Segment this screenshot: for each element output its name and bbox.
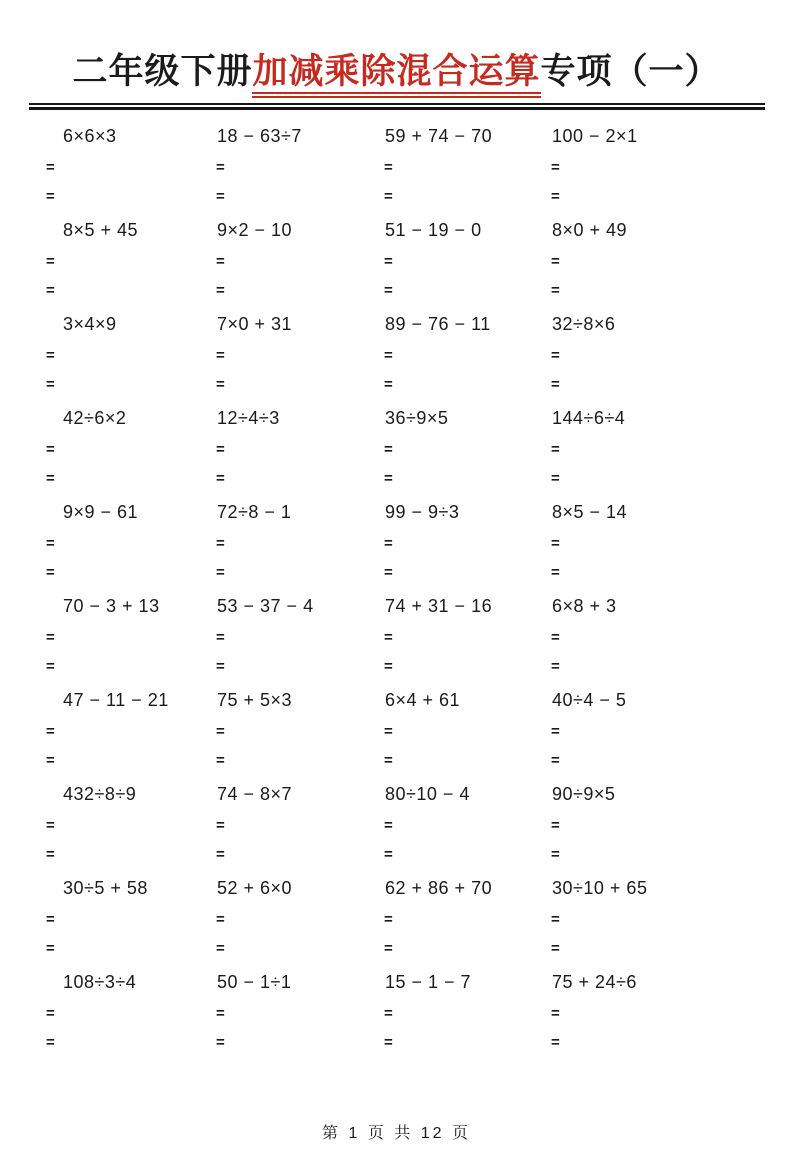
problem-expression: 6×8 + 3 xyxy=(552,596,617,616)
equals-line: = xyxy=(384,564,393,581)
equals-line: = xyxy=(46,817,55,834)
equals-line: = xyxy=(551,347,560,364)
page-title xyxy=(8,44,785,94)
problem-cell xyxy=(549,214,766,308)
equals-line: = xyxy=(551,940,560,957)
problem-cell xyxy=(214,872,382,966)
problem-expression: 6×4 + 61 xyxy=(385,690,461,710)
equals-line: = xyxy=(216,752,225,769)
equals-line: = xyxy=(216,535,225,552)
problem-cell xyxy=(382,872,549,966)
problem-expression: 75 + 5×3 xyxy=(217,690,293,710)
equals-line: = xyxy=(551,376,560,393)
problem-cell xyxy=(44,308,214,402)
problem-expression: 18 − 63÷7 xyxy=(217,126,302,146)
equals-line: = xyxy=(46,282,55,299)
equals-line: = xyxy=(46,940,55,957)
problem-expression: 144÷6÷4 xyxy=(552,408,626,428)
equals-line: = xyxy=(384,282,393,299)
page-footer: 第 1 页 共 12 页 xyxy=(322,1125,471,1142)
equals-line: = xyxy=(551,188,560,205)
equals-line: = xyxy=(216,376,225,393)
equals-line: = xyxy=(216,159,225,176)
equals-line: = xyxy=(551,159,560,176)
problem-expression: 15 − 1 − 7 xyxy=(385,972,472,992)
equals-line: = xyxy=(46,723,55,740)
equals-line: = xyxy=(551,817,560,834)
problem-expression: 30÷10 + 65 xyxy=(552,878,648,898)
equals-line: = xyxy=(384,911,393,928)
equals-line: = xyxy=(384,441,393,458)
problem-expression: 62 + 86 + 70 xyxy=(385,878,493,898)
problem-cell xyxy=(549,872,766,966)
equals-line: = xyxy=(46,752,55,769)
equals-line: = xyxy=(216,629,225,646)
equals-line: = xyxy=(551,535,560,552)
problem-expression: 51 − 19 − 0 xyxy=(385,220,482,240)
problem-expression: 36÷9×5 xyxy=(385,408,449,428)
divider-line-thin xyxy=(29,103,765,105)
problem-expression: 8×5 + 45 xyxy=(63,220,139,240)
equals-line: = xyxy=(384,752,393,769)
problem-expression: 32÷8×6 xyxy=(552,314,616,334)
problem-cell xyxy=(214,120,382,214)
problem-expression: 42÷6×2 xyxy=(63,408,127,428)
problem-cell xyxy=(382,214,549,308)
equals-line: = xyxy=(216,441,225,458)
problem-cell xyxy=(214,214,382,308)
equals-line: = xyxy=(46,470,55,487)
problem-expression: 72÷8 − 1 xyxy=(217,502,292,522)
problem-cell xyxy=(549,496,766,590)
equals-line: = xyxy=(384,723,393,740)
problem-cell xyxy=(214,590,382,684)
problems-grid xyxy=(44,120,793,1060)
problem-cell xyxy=(44,590,214,684)
problem-cell xyxy=(44,778,214,872)
equals-line: = xyxy=(46,1034,55,1051)
problem-expression: 8×0 + 49 xyxy=(552,220,628,240)
problem-cell xyxy=(214,966,382,1060)
problem-expression: 30÷5 + 58 xyxy=(63,878,148,898)
equals-line: = xyxy=(551,723,560,740)
equals-line: = xyxy=(46,1005,55,1022)
equals-line: = xyxy=(216,846,225,863)
equals-line: = xyxy=(384,629,393,646)
problem-cell xyxy=(382,966,549,1060)
problem-expression: 100 − 2×1 xyxy=(552,126,638,146)
equals-line: = xyxy=(46,253,55,270)
equals-line: = xyxy=(216,940,225,957)
equals-line: = xyxy=(216,470,225,487)
problem-expression: 59 + 74 − 70 xyxy=(385,126,493,146)
equals-line: = xyxy=(551,1034,560,1051)
equals-line: = xyxy=(216,188,225,205)
problem-cell xyxy=(44,684,214,778)
equals-line: = xyxy=(551,282,560,299)
problem-expression: 75 + 24÷6 xyxy=(552,972,637,992)
equals-line: = xyxy=(384,1034,393,1051)
equals-line: = xyxy=(384,817,393,834)
problem-cell xyxy=(214,684,382,778)
equals-line: = xyxy=(551,441,560,458)
equals-line: = xyxy=(46,846,55,863)
problem-expression: 108÷3÷4 xyxy=(63,972,137,992)
problem-expression: 6×6×3 xyxy=(63,126,117,146)
problem-expression: 9×9 − 61 xyxy=(63,502,139,522)
title-suffix: 专项（一） xyxy=(540,52,721,91)
problem-expression: 74 − 8×7 xyxy=(217,784,293,804)
problem-expression: 12÷4÷3 xyxy=(217,408,280,428)
equals-line: = xyxy=(46,159,55,176)
problem-cell xyxy=(382,778,549,872)
problem-cell xyxy=(382,684,549,778)
equals-line: = xyxy=(551,629,560,646)
problem-expression: 70 − 3 + 13 xyxy=(63,596,160,616)
equals-line: = xyxy=(46,911,55,928)
equals-line: = xyxy=(216,1005,225,1022)
equals-line: = xyxy=(46,564,55,581)
equals-line: = xyxy=(551,253,560,270)
title-highlight: 加减乘除混合运算 xyxy=(252,52,540,98)
problem-cell xyxy=(44,872,214,966)
equals-line: = xyxy=(46,658,55,675)
problem-cell xyxy=(549,966,766,1060)
equals-line: = xyxy=(216,282,225,299)
equals-line: = xyxy=(216,911,225,928)
equals-line: = xyxy=(216,253,225,270)
equals-line: = xyxy=(216,347,225,364)
equals-line: = xyxy=(551,564,560,581)
equals-line: = xyxy=(384,253,393,270)
problem-cell xyxy=(382,402,549,496)
equals-line: = xyxy=(384,159,393,176)
equals-line: = xyxy=(216,723,225,740)
equals-line: = xyxy=(384,658,393,675)
worksheet-page xyxy=(0,44,793,1165)
equals-line: = xyxy=(384,940,393,957)
divider-line-thick xyxy=(29,107,765,110)
problem-expression: 74 + 31 − 16 xyxy=(385,596,493,616)
problem-cell xyxy=(549,120,766,214)
problem-expression: 99 − 9÷3 xyxy=(385,502,460,522)
problem-cell xyxy=(214,778,382,872)
problem-cell xyxy=(214,402,382,496)
problem-expression: 80÷10 − 4 xyxy=(385,784,470,804)
equals-line: = xyxy=(384,188,393,205)
equals-line: = xyxy=(46,441,55,458)
equals-line: = xyxy=(216,1034,225,1051)
equals-line: = xyxy=(384,376,393,393)
equals-line: = xyxy=(46,629,55,646)
equals-line: = xyxy=(384,1005,393,1022)
problem-cell xyxy=(549,684,766,778)
problem-cell xyxy=(44,966,214,1060)
problem-cell xyxy=(44,496,214,590)
problem-cell xyxy=(549,590,766,684)
equals-line: = xyxy=(216,658,225,675)
equals-line: = xyxy=(46,188,55,205)
equals-line: = xyxy=(551,1005,560,1022)
problem-cell xyxy=(214,496,382,590)
problem-expression: 89 − 76 − 11 xyxy=(385,314,491,334)
equals-line: = xyxy=(551,911,560,928)
problem-cell xyxy=(44,120,214,214)
problem-expression: 52 + 6×0 xyxy=(217,878,293,898)
title-divider xyxy=(29,103,765,110)
problem-cell xyxy=(549,778,766,872)
problem-cell xyxy=(44,402,214,496)
problem-cell xyxy=(214,308,382,402)
problem-cell xyxy=(549,308,766,402)
equals-line: = xyxy=(46,347,55,364)
problem-expression: 8×5 − 14 xyxy=(552,502,628,522)
equals-line: = xyxy=(551,752,560,769)
problem-expression: 9×2 − 10 xyxy=(217,220,293,240)
equals-line: = xyxy=(551,470,560,487)
problem-expression: 3×4×9 xyxy=(63,314,117,334)
equals-line: = xyxy=(384,535,393,552)
equals-line: = xyxy=(384,347,393,364)
equals-line: = xyxy=(46,376,55,393)
problem-expression: 432÷8÷9 xyxy=(63,784,137,804)
problem-expression: 7×0 + 31 xyxy=(217,314,293,334)
problem-cell xyxy=(382,590,549,684)
equals-line: = xyxy=(216,817,225,834)
equals-line: = xyxy=(551,658,560,675)
problem-expression: 47 − 11 − 21 xyxy=(63,690,169,710)
problem-cell xyxy=(549,402,766,496)
problem-expression: 50 − 1÷1 xyxy=(217,972,292,992)
problem-expression: 90÷9×5 xyxy=(552,784,616,804)
problem-expression: 53 − 37 − 4 xyxy=(217,596,314,616)
equals-line: = xyxy=(384,846,393,863)
problem-cell xyxy=(382,308,549,402)
equals-line: = xyxy=(46,535,55,552)
equals-line: = xyxy=(216,564,225,581)
equals-line: = xyxy=(551,846,560,863)
problem-cell xyxy=(382,496,549,590)
equals-line: = xyxy=(384,470,393,487)
problem-expression: 40÷4 − 5 xyxy=(552,690,627,710)
problem-cell xyxy=(382,120,549,214)
problem-cell xyxy=(44,214,214,308)
title-prefix: 二年级下册 xyxy=(72,52,253,91)
